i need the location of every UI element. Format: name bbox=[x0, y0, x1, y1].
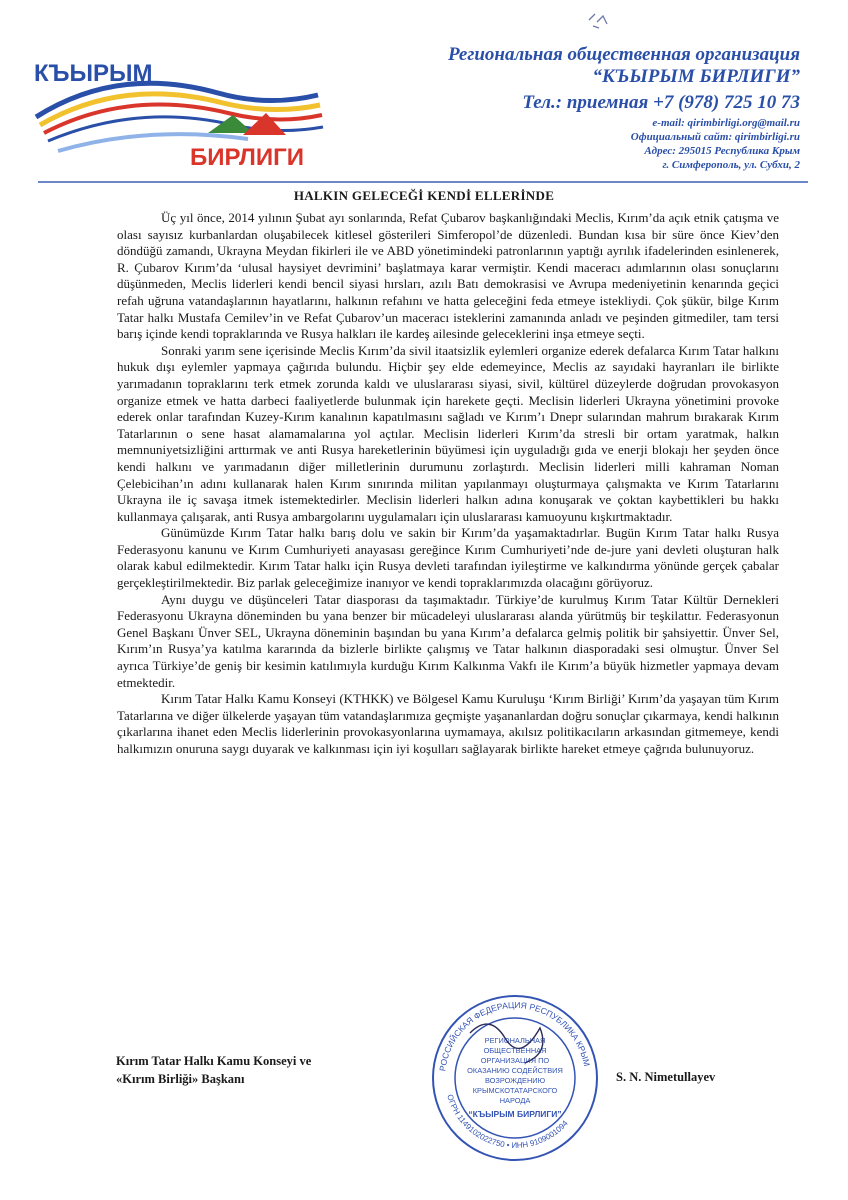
stamp-inner-name: “КЪЫРЫМ БИРЛИГИ” bbox=[468, 1109, 562, 1119]
stamp-inner-line: ОРГАНИЗАЦИЯ ПО bbox=[480, 1056, 550, 1065]
header-divider bbox=[38, 181, 808, 183]
stamp-ring-text: РОССИЙСКАЯ ФЕДЕРАЦИЯ РЕСПУБЛИКА КРЫМ bbox=[437, 999, 593, 1072]
signatory-title bbox=[116, 1052, 311, 1088]
signatory-title-line2: «Kırım Birliği» Başkanı bbox=[116, 1072, 245, 1086]
org-address-line2: г. Симферополь, ул. Субхи, 2 bbox=[662, 159, 800, 171]
scribble-mark bbox=[585, 6, 615, 36]
document-title: HALKIN GELECEĞİ KENDİ ELLERİNDE bbox=[293, 188, 555, 203]
stamp-ogrn-text: ОГРН 1149102022750 • ИНН 9109001094 bbox=[445, 1093, 570, 1151]
org-name-line2: “КЪЫРЫМ БИРЛИГИ” bbox=[592, 66, 800, 87]
paragraph: Üç yıl önce, 2014 yılının Şubat ayı sonlarında, Refat Çubarov başkanlığındaki Meclis, Kırım’da açık etnik çatışma ve olası sayısız kurbanlardan oluşabilecek kitlesel gösterileri Simferopol’de düzenledi. Bundan kısa bir süre önce Kiev’den döndüğü zamandı, Ukrayna Meydan fikirleri ile ve ABD yönetimindeki patronlarının yaptığı ayrılık ifadelerinden esinlenerek, R. Çubarov Kırım’da ‘ulusal haysiyet devrimini’ başlatmaya karar vermiştir. Kendi maceracı adımlarının olası sonuçlarını düşünmeden, Meclis liderleri kendi bencil siyasi hırsları, azılı Batı demokrasisi ve Avrupa medeniyetinin kenarında geçici refah uğruna vatandaşlarının hayatlarını, halkının refahını ve hatta geleceğini feda etmeye istekliydi. Çok şükür, bilge Kırım Tatar halkı Mustafa Cemilev’in ve Refat Çubarov’un maceracı isteklerini zamanında anladı ve peşinden gitmediler, tam tersi barış içinde kendi topraklarında ve Rusya halkları ile kardeş ailesinde geleceklerini inşa etmeye seçti. bbox=[117, 210, 779, 342]
stamp-inner-line: НАРОДА bbox=[499, 1096, 531, 1105]
organization-info bbox=[448, 44, 800, 172]
paragraph: Günümüzde Kırım Tatar halkı barış dolu ve sakin bir Kırım’da yaşamaktadırlar. Bugün Kırım Tatar halkı Rusya Federasyonu kanunu ve Kırım Cumhuriyeti anayasası gereğince Kırım Cumhuriyeti’nde de-jure yani devleti oluşturan halk olarak kabul edilmektedir. Kırım Tatar halkı için Rusya devleti tarafından iyileştirme ve kalkındırma yönünde gerçek çabalar gerçekleştirilmektedir. Biz parlak geleceğimize inanıyor ve kendi topraklarımızda olacağını görüyoruz. bbox=[117, 525, 779, 591]
stamp-inner-line: РЕГИОНАЛЬНАЯ bbox=[484, 1036, 546, 1045]
paragraph: Sonraki yarım sene içerisinde Meclis Kırım’da sivil itaatsizlik eylemleri organize ederek defalarca Kırım Tatar halkını hukuk dışı eylemler yapmaya çağırıda bulundu. Hiçbir şey elde edemeyince, Meclis az sayıdaki hayranları ile birlikte yarımadanın topraklarını terk etmek zorunda kaldı ve uluslararası siyasi, sivil, kültürel düzeylerde doğrudan provokasyon organize etmek ve hatta darbeci faaliyetlerde bulunmak için harekete geçti. Meclisin liderleri Ukrayna yönetimini provoke ederek onlar tarafından Kuzey-Kırım kanalının kapatılmasını sağladı ve Kırım’ı Dnepr sularından mahrum bırakarak Kırım Tatarlarının o sene hasat alamamalarına yol açtılar. Meclisin liderleri Kırım’da stresli bir ortam yaratmak, halkın memnuniyetsizliğini arttırmak ve anti Rusya hareketlerinin büyümesi için uyguladığı gıda ve enerji blokajı her şeyden önce kendi halkını ve yarımadanın diğer milletlerinin durumunu zorlaştırdı. Meclisin liderleri milli kahraman Noman Çelebicihan’ın adını kullanarak halen Kırım sınırında militan yapılanmayı oluşturmaya çalışmakta ve Kırım Tatarlarını Ukrayna ile iç savaşa itmek istemektedirler. Meclisin liderleri halkın adına konuşarak ve çoktan kaybettikleri bu hakkı kullanmaya çalışarak, anti Rusya ambargolarını uygulamaları için uluslararası kamuoyunu kışkırtmaktadır. bbox=[117, 342, 779, 524]
stamp-inner-line: КРЫМСКОТАТАРСКОГО bbox=[472, 1086, 558, 1095]
org-name-line1: Региональная общественная организация bbox=[448, 44, 800, 65]
official-stamp bbox=[430, 993, 600, 1163]
org-email: e-mail: qirimbirligi.org@mail.ru bbox=[652, 117, 800, 129]
logo-text-top: КЪЫРЫМ bbox=[34, 60, 153, 87]
stamp-inner-line: ВОЗРОЖДЕНИЮ bbox=[484, 1076, 546, 1085]
logo-text-bottom: БИРЛИГИ bbox=[190, 144, 304, 171]
org-phone: Тел.: приемная +7 (978) 725 10 73 bbox=[522, 92, 800, 113]
signatory-name: S. N. Nimetullayev bbox=[616, 1070, 716, 1084]
organization-logo bbox=[28, 55, 328, 175]
paragraph: Aynı duygu ve düşünceleri Tatar diasporası da taşımaktadır. Türkiye’de kurulmuş Kırım Tatar Kültür Dernekleri Federasyonu Ukrayna döneminden bu yana benzer bir mücadeleyi uluslararası alanda yürütmüş bir teşkilattır. Federasyonun Genel Başkanı Ünver SEL, Ukrayna döneminin başından bu yana Kırım’a defalarca gelmiş politik bir şahsiyettir. Ünver Sel, Kırım’ın Rusya’ya katılma kararında da bizlerle birlikte çalışmış ve Tatar halkının diasporadaki sesi olmuştur. Ünver Sel ayrıca Türkiye’de geniş bir kesimin katılımıyla kurduğu Kırım Kalkınma Vakfı ile Kırım’a büyük hizmetler yapmaya devam etmektedir. bbox=[117, 591, 779, 690]
stamp-inner-line: ОКАЗАНИЮ СОДЕЙСТВИЯ bbox=[467, 1066, 563, 1075]
org-site: Официальный сайт: qirimbirligi.ru bbox=[630, 131, 800, 143]
org-address-line1: Адрес: 295015 Республика Крым bbox=[644, 145, 800, 157]
paragraph: Kırım Tatar Halkı Kamu Konseyi (KTHKK) ve Bölgesel Kamu Kuruluşu ‘Kırım Birliği’ Kırım’da yaşayan tüm Kırım Tatarlarına ve diğer ülkelerde yaşayan tüm vatandaşlarımıza geçmişte yaşananlardan doğru sonuçlar çıkarmaya, kendi halkının çıkarlarına ihanet eden Meclis liderlerinin provokasyonlarına uymamaya, akılsız politikacıların arkasından gitmemeye, kendi halkımızın onuruna saygı duyarak ve kalkınması için iyi koşulları sağlayarak birlikte hareket etmeye çağrıda bulunuyoruz. bbox=[117, 691, 779, 756]
document-body bbox=[117, 210, 779, 758]
stamp-inner-line: ОБЩЕСТВЕННАЯ bbox=[483, 1046, 547, 1055]
signatory-title-line1: Kırım Tatar Halkı Kamu Konseyi ve bbox=[116, 1054, 312, 1068]
